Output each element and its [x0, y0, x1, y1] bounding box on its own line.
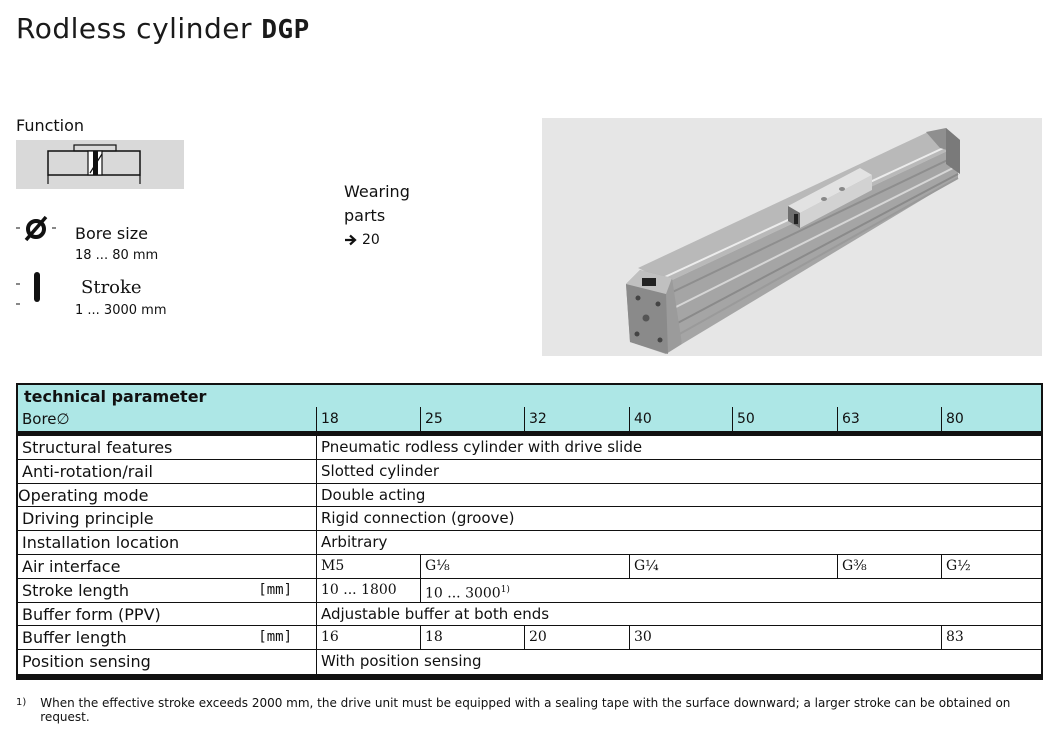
- bore-header-row: [16, 407, 1043, 431]
- stroke-label: Stroke: [81, 277, 142, 298]
- cylinder-symbol-icon: [16, 140, 184, 189]
- row-label: [18, 579, 316, 602]
- row-label: Anti-rotation/rail: [22, 461, 153, 481]
- row-label: [18, 626, 316, 649]
- wearing-ref-link[interactable]: [344, 228, 410, 252]
- bore-size-range: 18 ... 80 mm: [75, 248, 159, 263]
- footnote: [16, 696, 1036, 724]
- row-label: Buffer form (PPV): [22, 604, 161, 624]
- row-value: Rigid connection (groove): [316, 507, 1041, 530]
- row-value: 18: [420, 626, 524, 649]
- row-value: 30: [629, 626, 941, 649]
- title-model: DGP: [261, 15, 310, 45]
- row-unit: [mm]: [258, 629, 292, 646]
- row-value: Arbitrary: [316, 531, 1041, 554]
- table-row: [16, 436, 1043, 460]
- bore-cell: 18: [316, 407, 420, 431]
- row-value: 16: [316, 626, 420, 649]
- row-label: Air interface: [22, 556, 121, 576]
- arrow-right-icon: [344, 234, 358, 246]
- table-bottom-border: [16, 674, 1043, 680]
- row-label-text: Buffer length: [22, 628, 127, 648]
- bore-cell: 80: [941, 407, 1041, 431]
- row-value: G¼: [629, 555, 837, 578]
- row-value: 10 ... 1800: [316, 579, 420, 602]
- page-title: [16, 12, 310, 45]
- table-row: [16, 555, 1043, 579]
- title-prefix: Rodless cylinder: [16, 12, 262, 45]
- bore-cell: 25: [420, 407, 524, 431]
- table-row: [16, 484, 1043, 508]
- table-row: [16, 626, 1043, 650]
- row-value: G⅜: [837, 555, 941, 578]
- bore-size-icon: [16, 212, 60, 246]
- wearing-line2: parts: [344, 206, 386, 225]
- row-value: G½: [941, 555, 1041, 578]
- bore-cell: 32: [524, 407, 629, 431]
- wearing-line1: Wearing: [344, 182, 410, 201]
- row-label: Operating mode: [18, 485, 149, 505]
- technical-parameter-table: [16, 383, 1043, 680]
- row-unit: [mm]: [258, 581, 292, 598]
- footnote-ref: 1): [500, 584, 510, 595]
- wearing-parts: [344, 180, 410, 252]
- row-label-text: Stroke length: [22, 580, 130, 600]
- footnote-mark: 1): [16, 697, 27, 708]
- table-row: [16, 460, 1043, 484]
- row-value: Pneumatic rodless cylinder with drive slide: [316, 436, 1041, 459]
- row-value-text: 10 ... 3000: [425, 585, 501, 602]
- table-row: [16, 579, 1043, 603]
- bore-cell: 40: [629, 407, 732, 431]
- table-row: [16, 507, 1043, 531]
- row-value: G⅛: [420, 555, 629, 578]
- table-row: [16, 603, 1043, 627]
- bore-row-label: Bore∅: [22, 410, 70, 428]
- function-label: Function: [16, 116, 85, 135]
- bore-cell: 63: [837, 407, 941, 431]
- table-row: [16, 650, 1043, 674]
- row-value: M5: [316, 555, 420, 578]
- product-photo: [542, 118, 1042, 356]
- table-header: technical parameter: [16, 383, 1043, 407]
- stroke-icon: [16, 268, 46, 314]
- row-value: Double acting: [316, 484, 1041, 507]
- wearing-ref-number: 20: [362, 232, 380, 248]
- bore-cell: 50: [732, 407, 837, 431]
- row-label: Installation location: [22, 533, 180, 553]
- stroke-range: 1 ... 3000 mm: [75, 303, 167, 318]
- row-value: With position sensing: [316, 650, 1041, 674]
- row-label: Driving principle: [22, 509, 154, 529]
- footnote-text: When the effective stroke exceeds 2000 mm, the drive unit must be equipped with a sealing tape with the surface downward; a larger stroke can be obtained on request.: [40, 696, 1011, 724]
- bore-size-label: Bore size: [75, 224, 148, 243]
- function-diagram: [16, 140, 184, 189]
- table-row: [16, 531, 1043, 555]
- row-value: 83: [941, 626, 1041, 649]
- row-label: Structural features: [22, 438, 173, 457]
- row-value: Slotted cylinder: [316, 460, 1041, 483]
- row-label: Position sensing: [22, 652, 151, 672]
- row-value: [420, 579, 1041, 602]
- row-value: Adjustable buffer at both ends: [316, 603, 1041, 626]
- row-value: 20: [524, 626, 629, 649]
